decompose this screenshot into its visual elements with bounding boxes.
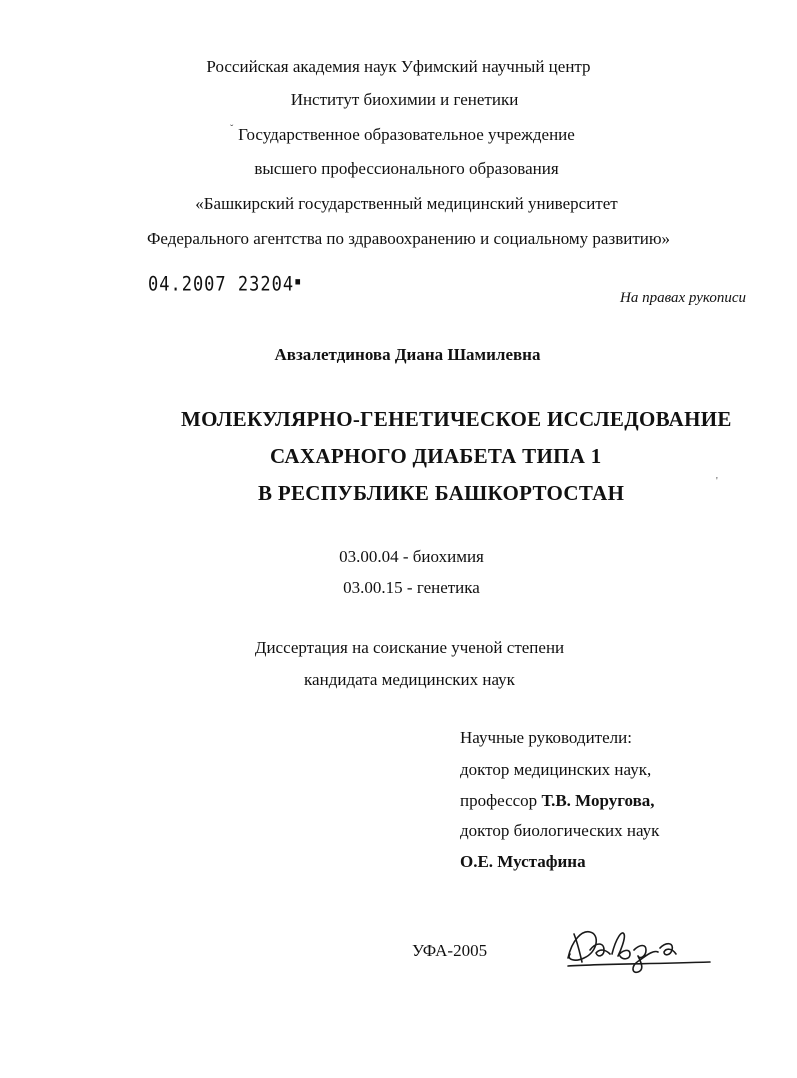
- supervisors-heading: Научные руководители:: [460, 728, 632, 747]
- title-line-3: В РЕСПУБЛИКЕ БАШКОРТОСТАН: [258, 481, 625, 505]
- supervisor-2-rank: доктор биологических наук: [460, 821, 660, 840]
- registration-number-text: 04.2007 23204: [148, 273, 295, 296]
- signature-drawing: [560, 920, 720, 975]
- header-education-level: высшего профессионального образования: [254, 159, 559, 178]
- supervisor-2-name: О.Е. Мустафина: [460, 852, 586, 871]
- city-year: УФА-2005: [412, 941, 488, 960]
- title-line-2: САХАРНОГО ДИАБЕТА ТИПА 1: [270, 444, 602, 468]
- specialty-biochemistry: 03.00.04 - биохимия: [339, 547, 484, 566]
- degree-line-2: кандидата медицинских наук: [304, 670, 515, 689]
- header-institution-type: Государственное образовательное учреждение: [238, 125, 575, 144]
- rights-note: На правах рукописи: [620, 290, 746, 306]
- header-academy: Российская академия наук Уфимский научный центр: [206, 57, 591, 76]
- supervisor-1: [460, 791, 655, 811]
- supervisor-1-name: Т.В. Моругова,: [541, 791, 655, 810]
- header-university: «Башкирский государственный медицинский университет: [195, 194, 618, 213]
- handwritten-signature: [560, 920, 720, 980]
- registration-mark: ▪: [294, 273, 303, 290]
- specialty-genetics: 03.00.15 - генетика: [343, 578, 480, 597]
- supervisor-1-rank: доктор медицинских наук,: [460, 760, 652, 779]
- registration-number: [148, 273, 302, 296]
- author-name: Авзалетдинова Диана Шамилевна: [274, 345, 541, 364]
- supervisor-1-title: профессор: [460, 791, 542, 810]
- scan-speck: ˇ: [230, 124, 234, 135]
- degree-line-1: Диссертация на соискание ученой степени: [254, 638, 565, 657]
- header-institute: Институт биохимии и генетики: [290, 90, 519, 109]
- scan-speck: ': [716, 476, 718, 487]
- title-line-1: МОЛЕКУЛЯРНО-ГЕНЕТИЧЕСКОЕ ИССЛЕДОВАНИЕ: [181, 407, 732, 431]
- header-agency: Федерального агентства по здравоохранению и социальному развитию»: [146, 229, 671, 248]
